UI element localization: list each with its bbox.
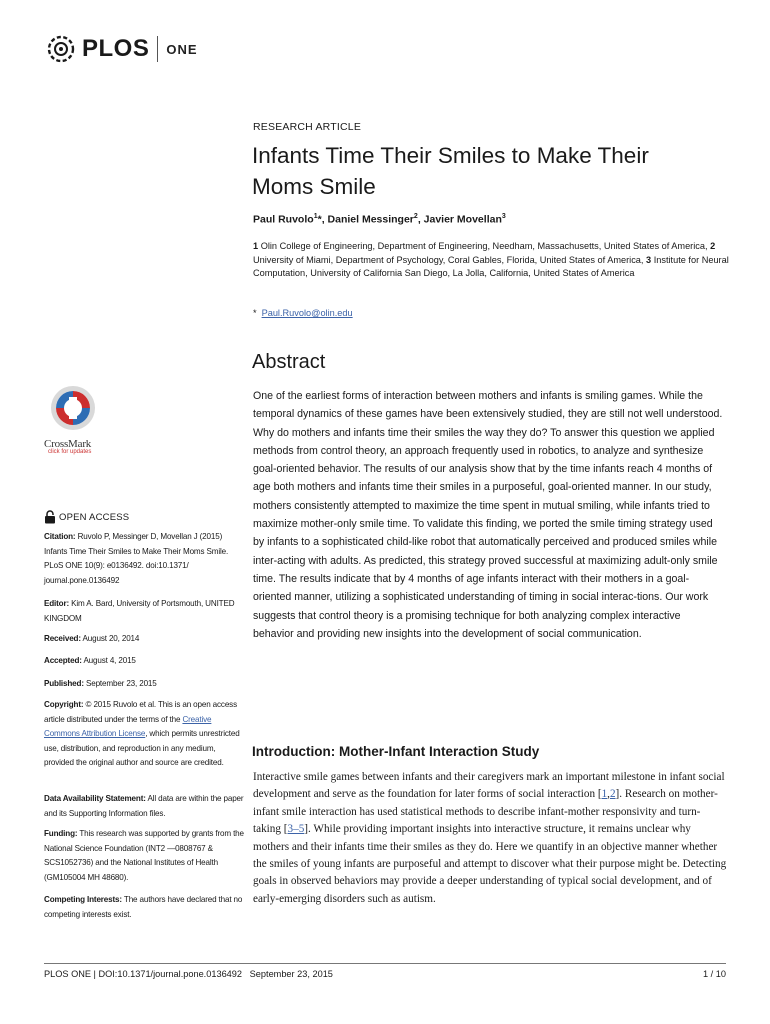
author-affil-num: 2 xyxy=(413,213,418,220)
copyright-text-post: , which permits unrestricted use, distribution, and reproduction in any medium, provided the original author and source are credited. xyxy=(44,729,240,767)
published xyxy=(44,677,244,692)
crossmark-icon xyxy=(49,384,97,432)
affil-num: 1 xyxy=(253,241,259,251)
competing-interests xyxy=(44,893,244,922)
received-label: Received: xyxy=(44,634,81,643)
reference-link[interactable]: 1 xyxy=(601,788,608,801)
author-name[interactable]: Daniel Messinger xyxy=(327,213,414,226)
affil-num: 3 xyxy=(646,254,652,265)
footer-divider xyxy=(44,963,726,964)
corresponding-mark: * xyxy=(317,213,322,226)
crossmark-badge[interactable] xyxy=(44,384,104,455)
received xyxy=(44,632,244,647)
affil-text: Olin College of Engineering, Department of Engineering, Needham, Massachusetts, United States of America, xyxy=(260,241,708,251)
data-text: All data are within the paper and its Supporting Information files. xyxy=(44,794,244,818)
intro-segment: ]. Research on mother-infant smile interaction has used statistical methods to describe infant-mother responsivity and turn-taking [ xyxy=(253,788,718,836)
open-access-badge xyxy=(44,510,129,524)
crossmark-updates: click for updates xyxy=(48,449,92,455)
data-label: Data Availability Statement: xyxy=(44,794,146,803)
intro-heading: Introduction: Mother-Infant Interaction Study xyxy=(252,744,540,759)
copyright-label: Copyright: xyxy=(44,700,84,709)
author-affil-num: 1 xyxy=(313,213,318,220)
affil-text: University of Miami, Department of Psychology, Coral Gables, Florida, United States of America, xyxy=(253,254,644,265)
intro-segment: Interactive smile games between infants and their caregivers mark an important milestone in infant social development and serve as the foundation for later forms of social interaction [ xyxy=(253,771,725,801)
crossmark-word: CrossMark xyxy=(44,438,92,450)
license-link[interactable]: Creative Commons Attribution License xyxy=(44,714,212,738)
received-text: August 20, 2014 xyxy=(82,634,140,643)
copyright xyxy=(44,698,244,771)
logo-divider xyxy=(157,36,158,62)
abstract-text: One of the earliest forms of interaction between mothers and infants is smiling games. While the temporal dynamics of these games have been extensively studied, they are still not well understood. Why do mothers and infants time their smiles the way they do? To answer this question we applied methods from control theory, an approach frequently used in robotics, to analyze and synthesize goal-oriented behavior. The results of our analysis show that by the time infants reach 4 months of age both mothers and infants time their smiles in a purposeful, goal-oriented manner. In our study, mothers consistently attempted to maximize the time spent in mutual smiling, while infants tried to maximize mother-only smile time. To validate this finding, we ported the smile timing strategy used by infants to a sophisticated child-like robot that automatically perceived and produced smiles while inter-acting with adults. As predicted, this strategy proved successful at maximizing adult-only smile time. The results indicate that by 4 months of age infants interact with their mothers in a goal-oriented manner, utilizing a sophisticated understanding of timing in social interac-tions. Our work suggests that control theory is a promising technique for both analyzing complex interactive behavior and providing new insights into the development of social communication. xyxy=(253,390,723,640)
author-list: Paul Ruvolo$^1$*, Daniel Messinger$^2$, Javier Movellan$^3$ xyxy=(253,213,506,226)
email-mark: * xyxy=(253,308,257,318)
data-availability xyxy=(44,792,244,821)
footer-doi: PLOS ONE | DOI:10.1371/journal.pone.0136492 September 23, 2015 xyxy=(44,969,333,979)
author-name[interactable]: Javier Movellan xyxy=(423,213,502,226)
logo-word: PLOS xyxy=(82,35,150,62)
corresponding-email xyxy=(253,308,353,318)
intro-segment: ]. While providing important insights into interactive structure, it remains unclear why mothers and their infants time their smiles as they do. Here we quantify in an objective manner whether the smiles of young infants are purposeful and attempt to discover what their purpose might be. Detecting goals in observed behaviors may provide a deeper understanding of typical social development, and of early-emerging disorders such as autism. xyxy=(253,823,727,905)
reference-link[interactable]: 3–5 xyxy=(287,823,305,836)
funding-text: This research was supported by grants from the National Science Foundation (INT2 —0808767 & SCS1052736) and the National Institutes of Health (GM105004 MH 48680). xyxy=(44,829,244,882)
competing-text: The authors have declared that no competing interests exist. xyxy=(44,895,243,919)
email-link[interactable]: Paul.Ruvolo@olin.edu xyxy=(261,308,353,318)
plos-logo-icon xyxy=(44,32,78,66)
funding xyxy=(44,827,244,885)
funding-label: Funding: xyxy=(44,829,78,838)
intro-segment: , xyxy=(607,788,610,801)
page-number: 1 / 10 xyxy=(703,969,726,979)
reference-link[interactable]: 2 xyxy=(609,788,616,801)
journal-logo xyxy=(44,32,198,66)
accepted-label: Accepted: xyxy=(44,656,82,665)
published-label: Published: xyxy=(44,679,84,688)
citation-text: Ruvolo P, Messinger D, Movellan J (2015) Infants Time Their Smiles to Make Their Moms Smile. PLoS ONE 10(9): e0136492. doi:10.1371/ journal.pone.0136492 xyxy=(44,532,229,585)
affil-text: Institute for Neural Computation, University of California San Diego, La Jolla, California, United States of America xyxy=(253,254,729,278)
copyright-text: © 2015 Ruvolo et al. This is an open access article distributed under the terms of the xyxy=(44,700,237,724)
logo-sub: ONE xyxy=(166,41,198,57)
open-access-label: OPEN ACCESS xyxy=(59,511,130,523)
citation-label: Citation: xyxy=(44,532,76,541)
intro-text xyxy=(253,769,728,908)
article-type: RESEARCH ARTICLE xyxy=(253,121,362,133)
editor-text: Kim A. Bard, University of Portsmouth, UNITED KINGDOM xyxy=(44,599,235,623)
editor xyxy=(44,597,244,626)
editor-label: Editor: xyxy=(44,599,70,608)
citation xyxy=(44,530,244,588)
affiliations xyxy=(253,240,731,281)
abstract-heading: Abstract xyxy=(252,351,326,373)
author-name[interactable]: Paul Ruvolo xyxy=(253,213,314,226)
affil-num: 2 xyxy=(710,241,716,251)
open-lock-icon xyxy=(44,510,56,524)
published-text: September 23, 2015 xyxy=(85,679,157,688)
accepted-text: August 4, 2015 xyxy=(83,656,136,665)
competing-label: Competing Interests: xyxy=(44,895,122,904)
article-title: Infants Time Their Smiles to Make Their Moms Smile xyxy=(252,143,649,199)
accepted xyxy=(44,654,244,669)
author-affil-num: 3 xyxy=(501,213,506,220)
